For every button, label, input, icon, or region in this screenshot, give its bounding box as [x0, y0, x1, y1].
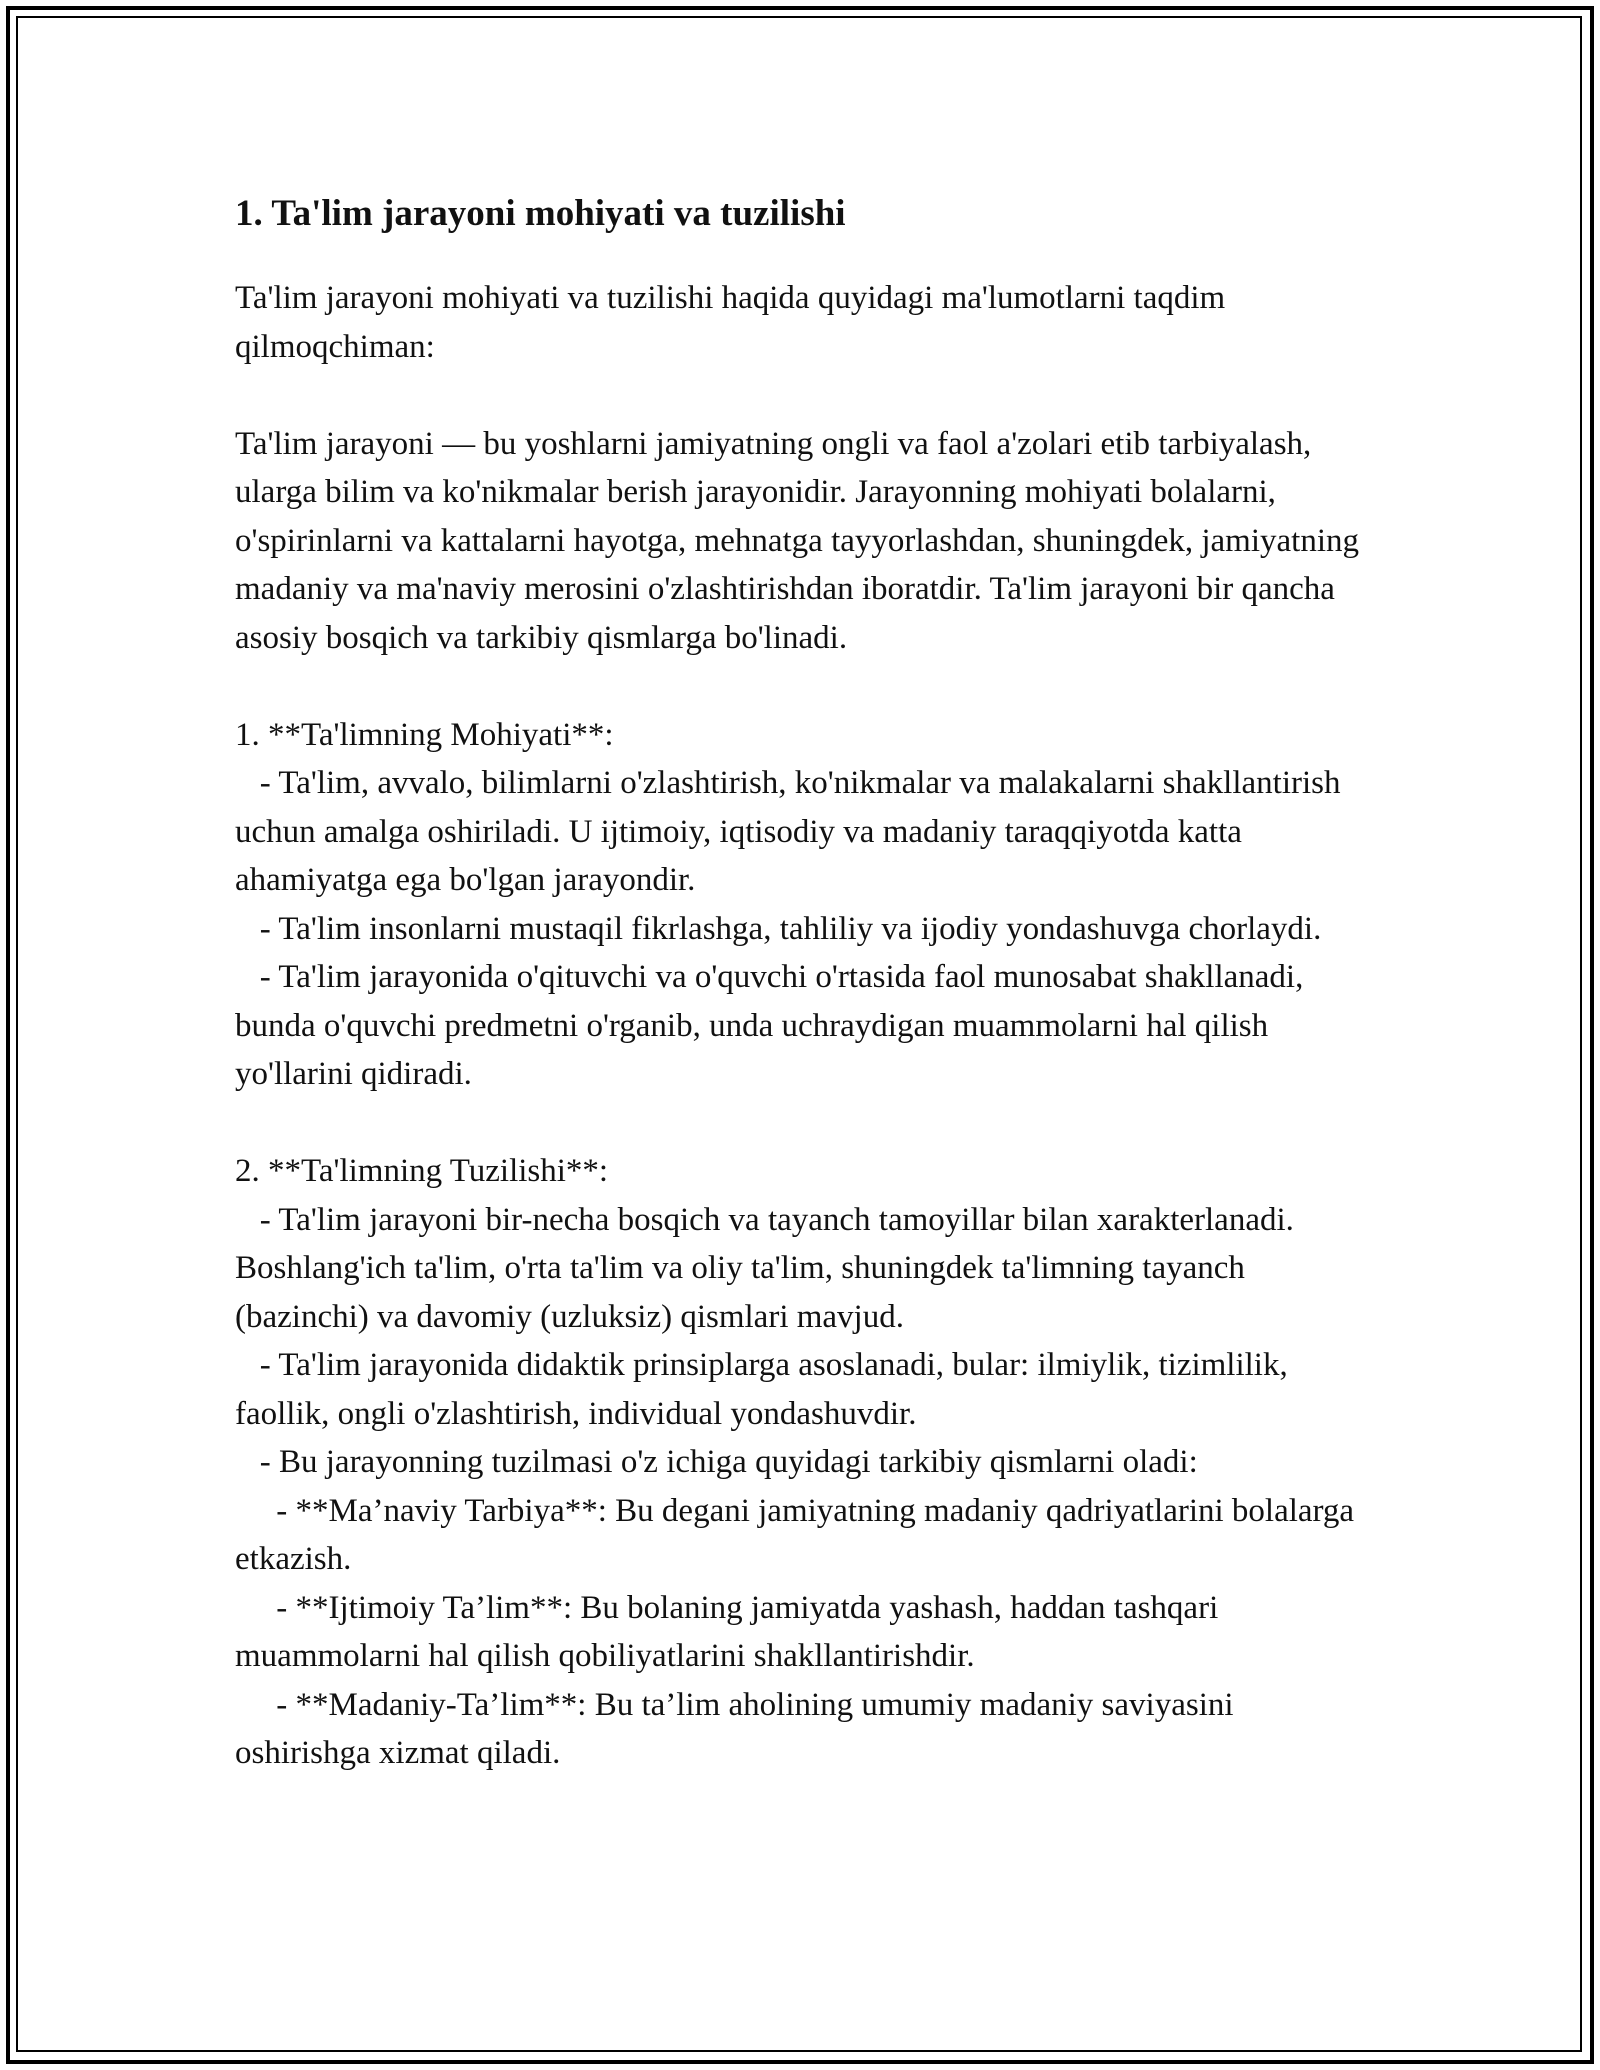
- paragraph-gap: [235, 1099, 1370, 1148]
- paragraph-gap: [235, 371, 1370, 420]
- sub-list-item-indent: [235, 1687, 276, 1723]
- section-title: 2. **Ta'limning Tuzilishi**:: [235, 1153, 609, 1189]
- list-item: [235, 1196, 1370, 1342]
- sub-list-item: [235, 1487, 1370, 1584]
- list-item-indent: [235, 1202, 260, 1238]
- document-heading: 1. Ta'lim jarayoni mohiyati va tuzilishi: [235, 193, 846, 234]
- list-item-indent: [235, 1444, 260, 1480]
- sub-list-item-indent: [235, 1493, 276, 1529]
- list-item-indent: [235, 1347, 260, 1383]
- sub-list-item-text: - **Ijtimoiy Ta’lim**: Bu bolaning jamiyatda yashash, haddan tashqari muammolarni hal qilish qobiliyatlarini shakllantirishdir.: [235, 1589, 1227, 1674]
- list-item-text: - Bu jarayonning tuzilmasi o'z ichiga quyidagi tarkibiy qismlarni oladi:: [259, 1444, 1198, 1480]
- sub-list-item-indent: [235, 1590, 276, 1626]
- section-title: 1. **Ta'limning Mohiyati**:: [235, 716, 614, 753]
- intro-paragraph: Ta'lim jarayoni mohiyati va tuzilishi haqida quyidagi ma'lumotlarni taqdim qilmoqchiman:: [235, 280, 1234, 365]
- paragraph-gap: [235, 662, 1370, 711]
- list-item: [235, 953, 1370, 1099]
- sub-list-item-text: - **Madaniy-Ta’lim**: Bu ta’lim aholining umumiy madaniy saviyasini oshirishga xizmat qiladi.: [235, 1686, 1242, 1771]
- list-item-text: - Ta'lim jarayonida o'qituvchi va o'quvchi o'rtasida faol munosabat shakllanadi, bunda o'quvchi predmetni o'rganib, unda uchraydigan muammolarni hal qilish yo'llarini qidiradi.: [235, 959, 1312, 1092]
- list-item: [235, 1438, 1370, 1487]
- sub-list-item-text: - **Ma’naviy Tarbiya**: Bu degani jamiyatning madaniy qadriyatlarini bolalarga etkazish.: [235, 1492, 1363, 1577]
- sub-list-item: [235, 1584, 1370, 1681]
- sub-list-item: [235, 1681, 1370, 1778]
- list-item-text: - Ta'lim jarayoni bir-necha bosqich va tayanch tamoyillar bilan xarakterlanadi. Boshlang'ich ta'lim, o'rta ta'lim va oliy ta'lim, shuningdek ta'limning tayanch (bazinchi) va davomiy (uzluksiz) qismlari mavjud.: [235, 1201, 1303, 1335]
- main-paragraph: Ta'lim jarayoni — bu yoshlarni jamiyatning ongli va faol a'zolari etib tarbiyalash, ularga bilim va ko'nikmalar berish jarayonidir. Jarayonning mohiyati bolalarni, o'spirinlarni va kattalarni hayotga, mehnatga tayyorlashdan, shuningdek, jamiyatning madaniy va ma'naviy merosini o'zlashtirishdan iboratdir. Ta'lim jarayoni bir qancha asosiy bosqich va tarkibiy qismlarga bo'linadi.: [235, 425, 1368, 656]
- list-item: [235, 759, 1370, 905]
- document-body: [235, 188, 1370, 1778]
- section-tuzilishi: [235, 1147, 1370, 1778]
- list-item: [235, 905, 1370, 954]
- section-mohiyati: [235, 711, 1370, 1099]
- list-item: [235, 1341, 1370, 1438]
- list-item-indent: [235, 959, 260, 995]
- list-item-text: - Ta'lim jarayonida didaktik prinsiplarga asoslanadi, bular: ilmiylik, tizimlilik, faollik, ongli o'zlashtirish, individual yondashuvdir.: [235, 1347, 1296, 1432]
- list-item-indent: [235, 911, 260, 947]
- list-item-text: - Ta'lim, avvalo, bilimlarni o'zlashtirish, ko'nikmalar va malakalarni shakllantirish uchun amalga oshiriladi. U ijtimoiy, iqtisodiy va madaniy taraqqiyotda katta ahamiyatga ega bo'lgan jarayondir.: [235, 765, 1349, 898]
- list-item-text: - Ta'lim insonlarni mustaqil fikrlashga, tahliliy va ijodiy yondashuvga chorlaydi.: [259, 910, 1322, 947]
- list-item-indent: [235, 765, 260, 801]
